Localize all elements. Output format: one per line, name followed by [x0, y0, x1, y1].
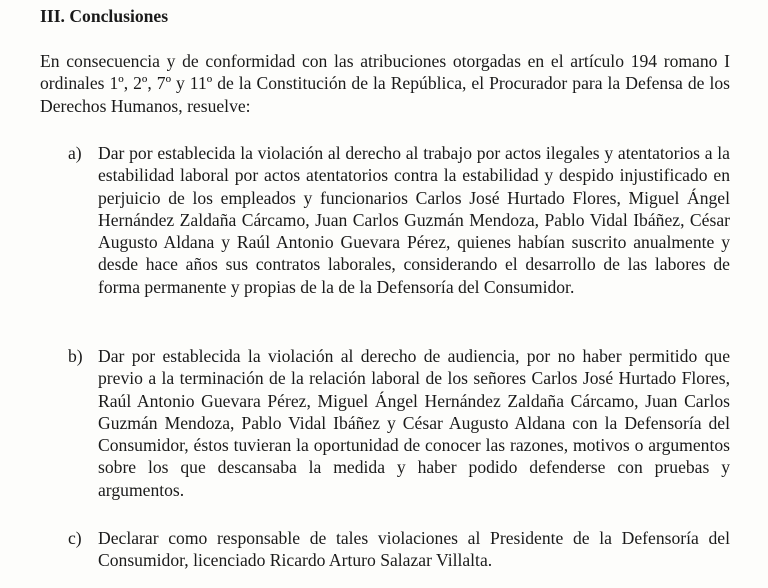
resolution-item-b: [68, 345, 730, 501]
resolution-item-c: [68, 527, 730, 572]
section-heading: III. Conclusiones: [40, 6, 169, 26]
item-marker: c): [68, 528, 82, 548]
item-text: Declarar como responsable de tales violaciones al Presidente de la Defensoría del Consumidor, licenciado Ricardo Arturo Salazar Villalta.: [98, 528, 730, 571]
intro-paragraph: En consecuencia y de conformidad con las atribuciones otorgadas en el artículo 194 romano I ordinales 1º, 2º, 7º y 11º de la Constitución de la República, el Procurador para la Defensa de los Derechos Humanos, resuelve:: [40, 51, 730, 116]
item-text: Dar por establecida la violación al derecho al trabajo por actos ilegales y atentatorios a la estabilidad laboral por actos atentatorios contra la estabilidad y despido injustificado en perjuicio de los empleados y funcionarios Carlos José Hurtado Flores, Miguel Ángel Hernández Zaldaña Cárcamo, Juan Carlos Guzmán Mendoza, Pablo Vidal Ibáñez, César Augusto Aldana y Raúl Antonio Guevara Pérez, quienes habían suscrito anualmente y desde hace años sus contratos laborales, considerando el desarrollo de las labores de forma permanente y propias de la de la Defensoría del Consumidor.: [98, 143, 730, 297]
item-text: Dar por establecida la violación al derecho de audiencia, por no haber permitido que previo a la terminación de la relación laboral de los señores Carlos José Hurtado Flores, Raúl Antonio Guevara Pérez, Miguel Ángel Hernández Zaldaña Cárcamo, Juan Carlos Guzmán Mendoza, Pablo Vidal Ibáñez y César Augusto Aldana con la Defensoría del Consumidor, éstos tuvieran la oportunidad de conocer las razones, motivos o argumentos sobre los que descansaba la medida y haber podido defenderse con pruebas y argumentos.: [98, 346, 730, 500]
item-marker: b): [68, 346, 83, 366]
resolution-item-a: [68, 142, 730, 298]
item-marker: a): [68, 143, 82, 163]
